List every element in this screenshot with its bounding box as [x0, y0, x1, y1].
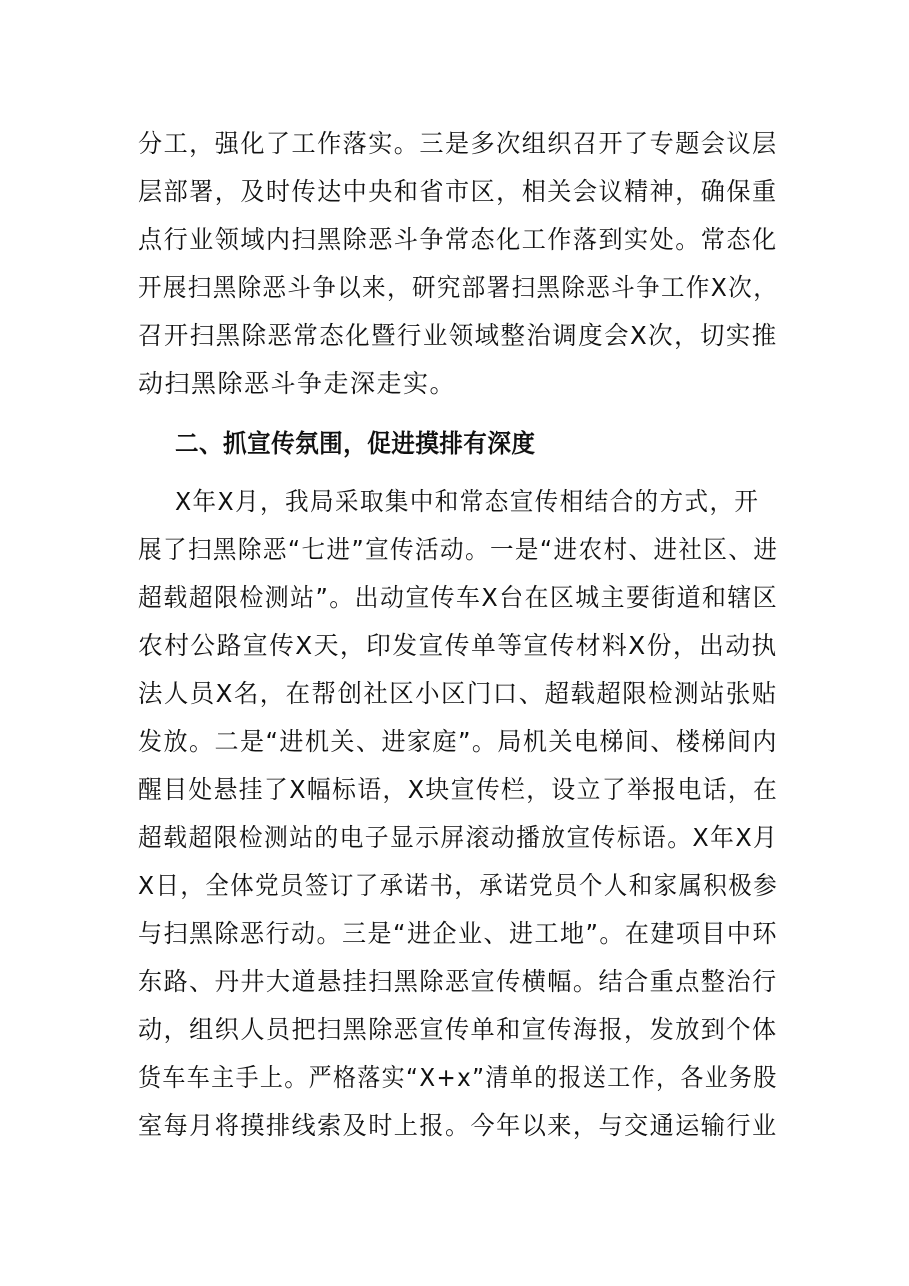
body-line: 展了扫黑除恶“七进”宣传活动。一是“进农村、进社区、进 [138, 535, 779, 564]
body-line: X日，全体党员签订了承诺书，承诺党员个人和家属积极参 [138, 871, 779, 900]
body-line: 开展扫黑除恶斗争以来，研究部署扫黑除恶斗争工作X次， [138, 273, 779, 302]
body-line: 东路、丹井大道悬挂扫黑除恶宣传横幅。结合重点整治行 [138, 967, 778, 996]
body-line: 农村公路宣传X天，印发宣传单等宣传材料X份，出动执 [138, 631, 778, 660]
body-line: 分工，强化了工作落实。三是多次组织召开了专题会议层 [138, 129, 778, 158]
body-line: 点行业领域内扫黑除恶斗争常态化工作落到实处。常态化 [138, 225, 778, 254]
body-line: 召开扫黑除恶常态化暨行业领域整治调度会X次，切实推 [138, 321, 778, 350]
body-line: 动，组织人员把扫黑除恶宣传单和宣传海报，发放到个体 [138, 1015, 778, 1044]
body-line: 超载超限检测站的电子显示屏滚动播放宣传标语。X年X月 [138, 823, 779, 852]
body-line: 与扫黑除恶行动。三是“进企业、进工地”。在建项目中环 [138, 919, 778, 948]
body-line: 法人员X名，在帮创社区小区门口、超载超限检测站张贴 [138, 679, 778, 708]
body-line: 超载超限检测站”。出动宣传车X台在区城主要街道和辖区 [138, 583, 779, 612]
body-line: 醒目处悬挂了X幅标语，X块宣传栏，设立了举报电话，在 [138, 775, 779, 804]
body-line: 室每月将摸排线索及时上报。今年以来，与交通运输行业 [138, 1111, 778, 1140]
body-line: 发放。二是“进机关、进家庭”。局机关电梯间、楼梯间内 [138, 727, 778, 756]
body-line: 货车车主手上。严格落实“X+x”清单的报送工作，各业务股 [138, 1063, 778, 1092]
body-line: X年X月，我局采取集中和常态宣传相结合的方式，开 [175, 487, 760, 516]
body-line: 动扫黑除恶斗争走深走实。 [138, 369, 457, 398]
body-line: 层部署，及时传达中央和省市区，相关会议精神，确保重 [138, 177, 778, 206]
section-heading: 二、抓宣传氛围，促进摸排有深度 [175, 429, 536, 458]
